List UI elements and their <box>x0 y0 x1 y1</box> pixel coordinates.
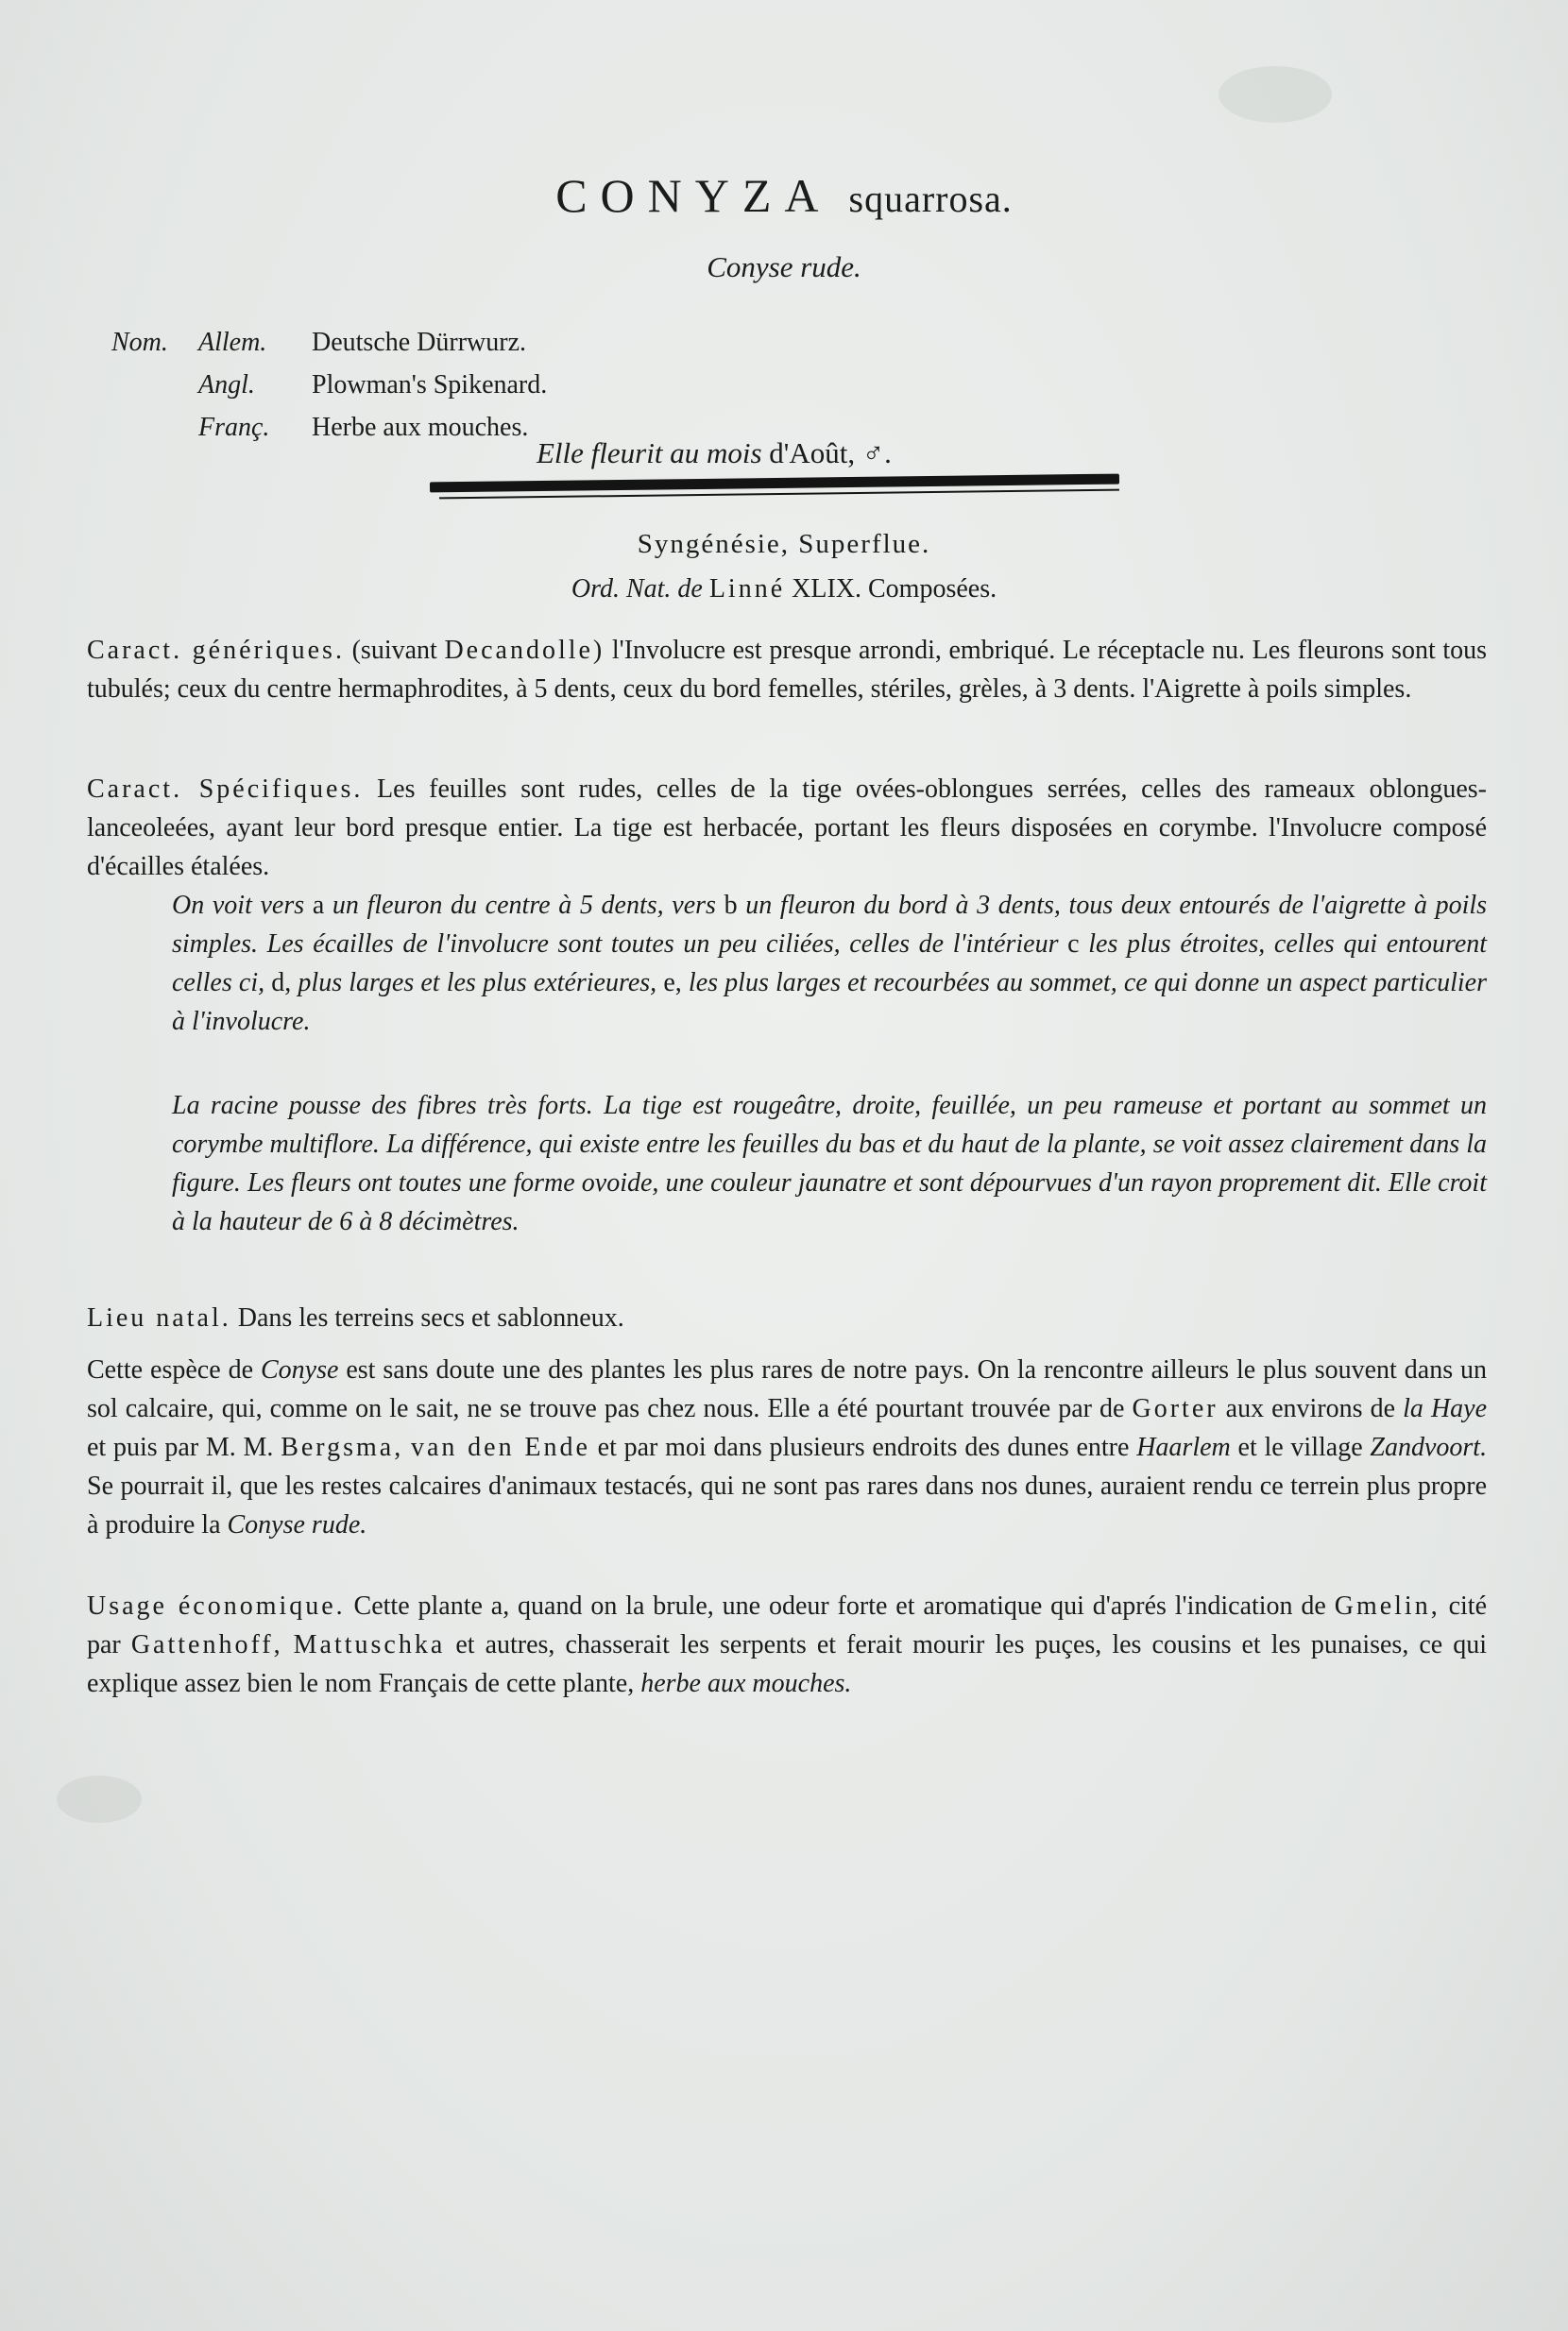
name-row-french <box>111 406 547 449</box>
root-description: La racine pousse des fibres très forts. La tige est rougeâtre, droite, feuillée, un peu rameuse et portant au sommet un corymbe multiflore. La différence, qui existe entre les feuilles du bas et du haut de la plante, se voit assez clairement dans la figure. Les fleurs ont toutes une forme ovoide, une couleur jaunatre et sont dépourvues d'un rayon proprement dit. Elle croit à la hauteur de 6 à 8 décimètres. <box>172 1091 1487 1236</box>
author-gmelin: Gmelin, <box>1334 1591 1440 1621</box>
usage-text: et autres, chasserait les serpents et ferait mourir les puçes, les cousins et les punaises, ce qui explique assez bien le nom Français de cette plante, <box>87 1630 1488 1698</box>
language-label: Angl. <box>198 370 255 400</box>
flowering-month: d'Août, <box>769 436 856 469</box>
name-row-german <box>111 321 547 364</box>
specific-text: Les feuilles sont rudes, celles de la tige ovées-oblongues serrées, celles des rameaux oblongues-lanceoleées, ayant leur bord presque entier. La tige est herbacée, portant les fleurs disposées en corymbe. l'Involucre composé d'écailles étalées. <box>87 774 1488 881</box>
order-rest: XLIX. Composées. <box>792 574 997 604</box>
figure-text: un fleuron du centre à 5 dents, vers <box>332 891 716 920</box>
figure-text: un fleuron du bord à 3 dents, tous deux entourés de l'aigrette à poils simples. Les écailles de l'involucre sont toutes un peu ciliées, celles de l'intérieur <box>172 891 1488 959</box>
figure-text: plus larges et les plus extérieures, <box>298 968 657 997</box>
french-common-name: Conyse rude. <box>707 250 861 283</box>
author-bergsma: Bergsma, <box>281 1433 404 1462</box>
figure-text: les plus larges et recourbées au sommet, ce qui donne un aspect particulier à l'involucre. <box>172 968 1487 1036</box>
figure-letter: b <box>724 891 738 920</box>
nom-label: Nom. <box>111 328 168 357</box>
discussion-text: Cette espèce de <box>87 1355 254 1385</box>
paper-stain <box>1219 66 1332 123</box>
name-row-english <box>111 364 547 406</box>
paper-stain <box>57 1776 142 1823</box>
section-lead: Usage économique. <box>87 1591 346 1621</box>
discussion-text: et le village <box>1237 1433 1363 1462</box>
figure-text: On voit vers <box>172 891 305 920</box>
page-title <box>0 168 1568 223</box>
author-decandolle: Decandolle) <box>444 636 605 665</box>
vernacular-name: Plowman's Spikenard. <box>312 370 548 400</box>
language-label: Allem. <box>198 328 267 357</box>
section-lead: Caract. Spécifiques. <box>87 774 364 804</box>
section-lead: Caract. génériques. <box>87 636 345 665</box>
figure-letter: e, <box>663 968 682 997</box>
economic-use <box>87 1587 1487 1703</box>
author-mattuschka: Mattuschka <box>293 1630 446 1659</box>
place-italic: Zandvoort. <box>1370 1433 1488 1462</box>
discussion-text: aux environs de <box>1225 1394 1396 1423</box>
discussion-text: est sans doute une des plantes les plus rares de notre pays. On la rencontre ailleurs le plus souvent dans un sol calcaire, qui, comme on le sait, ne se trouve pas chez nous. Elle a été pourtant trouvée par de <box>87 1355 1488 1423</box>
generic-text: l'Involucre est presque arrondi, embriqué. Le réceptacle nu. Les fleurons sont tous tubulés; ceux du centre hermaphrodites, à 5 dents, ceux du bord femelles, stériles, grèles, à 3 dents. l'Aigrette à poils simples. <box>87 636 1488 704</box>
figure-explanation <box>172 886 1487 1041</box>
place-italic: Haarlem <box>1136 1433 1231 1462</box>
language-label: Franç. <box>198 413 270 442</box>
figure-letter: d, <box>271 968 292 997</box>
usage-text: cité par <box>87 1591 1487 1659</box>
order-prefix: Ord. Nat. de <box>571 574 703 604</box>
author-gattenhoff: Gattenhoff, <box>130 1630 283 1659</box>
flowering-period <box>537 436 892 470</box>
generic-text-part: (suivant <box>351 636 437 665</box>
vernacular-name: Herbe aux mouches. <box>312 413 529 442</box>
author-vandenende: van den Ende <box>411 1433 590 1462</box>
habitat-text: Dans les terreins secs et sablonneux. <box>237 1303 624 1333</box>
specific-characters <box>87 770 1487 886</box>
figure-letter: c <box>1067 929 1080 959</box>
species-name: squarrosa. <box>848 178 1013 220</box>
figure-letter: a <box>312 891 325 920</box>
natural-order <box>0 574 1568 604</box>
common-name-italic: herbe aux mouches. <box>640 1669 852 1698</box>
discussion-text: et puis par M. M. <box>87 1433 274 1462</box>
taxon-italic: Conyse <box>260 1355 339 1385</box>
discussion <box>87 1351 1487 1544</box>
flowering-text: Elle fleurit au mois <box>537 436 762 469</box>
vernacular-name: Deutsche Dürrwurz. <box>312 328 527 357</box>
discussion-text: et par moi dans plusieurs endroits des dunes entre <box>597 1433 1130 1462</box>
vernacular-names <box>111 321 547 449</box>
taxon-italic: Conyse rude. <box>227 1510 367 1540</box>
place-italic: la Haye <box>1403 1394 1488 1423</box>
genus-name: CONYZA <box>555 169 832 222</box>
section-lead: Lieu natal. <box>87 1303 231 1333</box>
habitat <box>87 1299 1487 1337</box>
generic-characters <box>87 631 1487 708</box>
author-gorter: Gorter <box>1132 1394 1219 1423</box>
usage-text: Cette plante a, quand on la brule, une odeur forte et aromatique qui d'aprés l'indication de <box>353 1591 1326 1621</box>
linnaean-class: Syngénésie, Superflue. <box>637 529 931 559</box>
biennial-symbol: ♂. <box>861 436 892 469</box>
figure-text: les plus étroites, celles qui entourent celles ci, <box>172 929 1488 997</box>
linne-name: Linné <box>708 574 786 604</box>
discussion-text: Se pourrait il, que les restes calcaires d'animaux testacés, qui ne sont pas rares dans nos dunes, auraient rendu ce terrein plus propre à produire la <box>87 1472 1487 1540</box>
